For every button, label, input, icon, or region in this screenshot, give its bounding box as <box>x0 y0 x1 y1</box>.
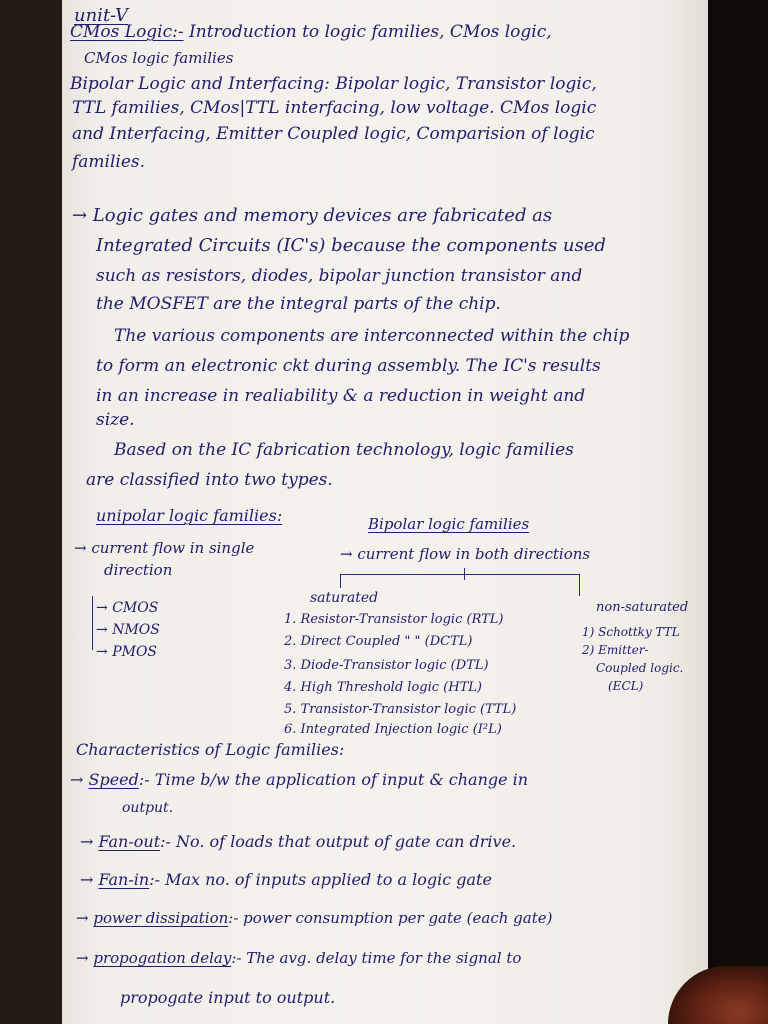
bipolar-line-4: families. <box>72 152 146 172</box>
unipolar-heading: unipolar logic families: <box>96 506 283 525</box>
non-saturated-label: non-saturated <box>596 600 689 615</box>
char-speed: → Speed:- Time b/w the application of input & change in <box>70 770 529 789</box>
char-power: → power dissipation:- power consumption per gate (each gate) <box>76 909 553 927</box>
unipolar-item-cmos: → CMOS <box>96 600 159 616</box>
char-delay: → propogation delay:- The avg. delay time for the signal to <box>76 949 522 967</box>
char-fanout-term: Fan-out <box>98 832 161 851</box>
non-saturated-item-3: Coupled logic. <box>596 661 684 675</box>
unipolar-item-pmos: → PMOS <box>96 644 158 660</box>
unipolar-item-nmos: → NMOS <box>96 622 160 638</box>
char-fanin-term: Fan-in <box>98 870 150 889</box>
unit-heading: unit-V <box>74 5 128 26</box>
char-fanin-def: :- Max no. of inputs applied to a logic gate <box>149 870 492 889</box>
intro-p3-line1: Based on the IC fabrication technology, logic families <box>114 440 574 460</box>
bipolar-line-3: and Interfacing, Emitter Coupled logic, Comparision of logic <box>72 124 595 144</box>
saturated-item-2: 2. Direct Coupled " " (DCTL) <box>284 634 473 649</box>
topic-line-1 <box>70 22 552 42</box>
char-delay-term: propogation delay <box>93 949 232 967</box>
char-speed-cont: output. <box>122 800 174 816</box>
bipolar-tree-right-drop <box>579 574 580 596</box>
bipolar-line-2: TTL families, CMos|TTL interfacing, low voltage. CMos logic <box>72 98 597 118</box>
char-fanout-def: :- No. of loads that output of gate can drive. <box>160 832 517 851</box>
bipolar-label: Bipolar Logic and Interfacing: <box>70 74 330 94</box>
unipolar-desc-2: direction <box>104 561 173 579</box>
characteristics-heading: Characteristics of Logic families: <box>76 740 345 759</box>
non-saturated-item-1: 1) Schottky TTL <box>582 625 680 639</box>
char-delay-cont: propogate input to output. <box>120 988 336 1007</box>
notebook-page <box>62 0 708 1024</box>
intro-p2-line1: The various components are interconnected within the chip <box>114 326 630 346</box>
saturated-item-3: 3. Diode-Transistor logic (DTL) <box>284 658 489 673</box>
intro-p1-line4: the MOSFET are the integral parts of the chip. <box>96 294 501 314</box>
char-power-def: :- power consumption per gate (each gate) <box>228 909 553 927</box>
saturated-label: saturated <box>310 590 379 606</box>
char-fanin: → Fan-in:- Max no. of inputs applied to a logic gate <box>80 870 492 889</box>
bipolar-tree-left-drop <box>340 574 341 588</box>
bipolar-text-1: Bipolar logic, Transistor logic, <box>335 74 597 94</box>
char-power-term: power dissipation <box>93 909 229 927</box>
bipolar-tree-stem <box>464 568 465 580</box>
saturated-item-1: 1. Resistor-Transistor logic (RTL) <box>284 612 504 627</box>
intro-p1-line3: such as resistors, diodes, bipolar junction transistor and <box>96 266 583 286</box>
bipolar-desc: → current flow in both directions <box>340 545 591 563</box>
intro-p2-line3: in an increase in realiability & a reduction in weight and <box>96 386 586 406</box>
saturated-item-5: 5. Transistor-Transistor logic (TTL) <box>284 702 517 717</box>
char-fanout: → Fan-out:- No. of loads that output of gate can drive. <box>80 832 517 851</box>
saturated-item-4: 4. High Threshold logic (HTL) <box>284 680 482 695</box>
intro-p1-line1: → Logic gates and memory devices are fabricated as <box>72 205 553 226</box>
char-speed-term: Speed <box>88 770 139 789</box>
non-saturated-item-2: 2) Emitter- <box>582 643 649 657</box>
bipolar-tree-top-line <box>340 574 580 575</box>
intro-p1-line2: Integrated Circuits (IC's) because the components used <box>96 235 606 256</box>
topic-text-1: Introduction to logic families, CMos logic, <box>189 22 552 42</box>
intro-p2-line4: size. <box>96 410 135 430</box>
char-speed-def: :- Time b/w the application of input & change in <box>138 770 529 789</box>
bipolar-heading: Bipolar logic families <box>368 515 530 533</box>
non-saturated-item-4: (ECL) <box>608 679 644 693</box>
char-delay-def: :- The avg. delay time for the signal to <box>231 949 522 967</box>
bipolar-line-1 <box>70 74 597 94</box>
topic-line-2: CMos logic families <box>84 49 234 67</box>
unipolar-tree-line <box>92 596 95 650</box>
background-left <box>0 0 62 1024</box>
intro-p2-line2: to form an electronic ckt during assembly. The IC's results <box>96 356 601 376</box>
topic-label: CMos Logic:- <box>70 22 184 42</box>
unipolar-desc-1: → current flow in single <box>74 539 255 557</box>
intro-p3-line2: are classified into two types. <box>86 470 333 490</box>
saturated-item-6: 6. Integrated Injection logic (I²L) <box>284 722 502 737</box>
background-right <box>708 0 768 1024</box>
